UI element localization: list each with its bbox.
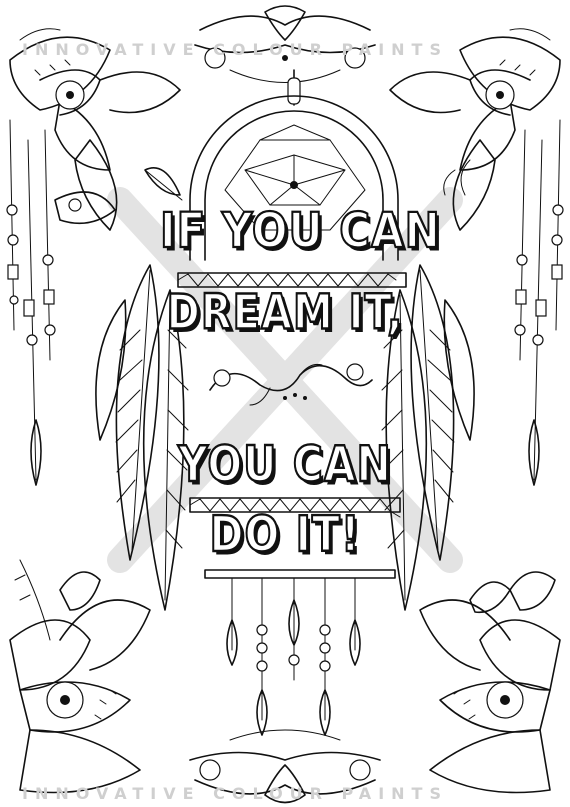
small-feather [145,168,182,200]
quote-line-3: YOU CAN [178,435,392,493]
watermark-text-bottom: INNOVATIVE COLOUR PAINTS [22,784,448,803]
top-left-strands [7,120,55,485]
watermark-text-top: INNOVATIVE COLOUR PAINTS [22,40,448,59]
bottom-right-flower [420,572,560,793]
quote-line-4: DO IT! [209,505,361,563]
hanging-beads [227,578,360,735]
top-right-strands [515,120,563,485]
quote-line-2: DREAM IT, [166,285,404,341]
quote-line-1: IF YOU CAN [160,202,441,259]
bottom-left-flower [10,560,150,793]
